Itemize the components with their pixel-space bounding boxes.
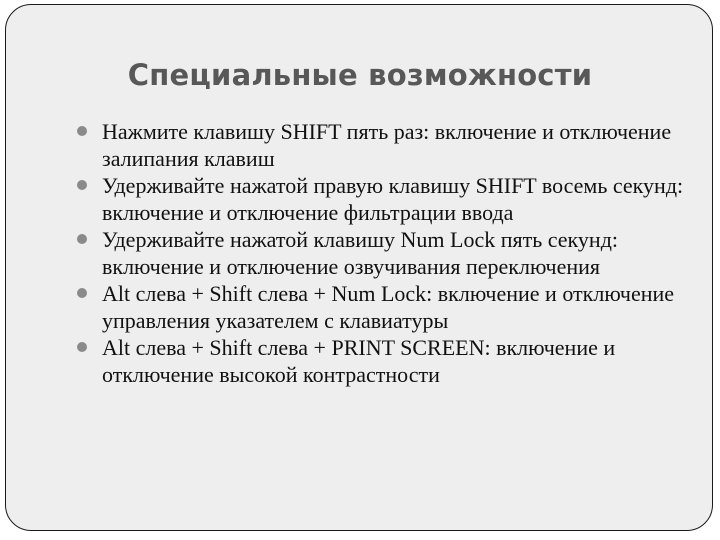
- circle-bullet-icon: [77, 288, 87, 298]
- circle-bullet-icon: [77, 180, 87, 190]
- bullet-text: Удерживайте нажатой правую клавишу SHIFT восемь секунд: включение и отключение фильтрации ввода: [102, 173, 684, 225]
- slide-title: Специальные возможности: [127, 58, 593, 92]
- bullet-text: Alt слева + Shift слева + PRINT SCREEN: включение и отключение высокой контрастности: [102, 335, 616, 387]
- circle-bullet-icon: [77, 342, 87, 352]
- bullet-list: [76, 118, 696, 388]
- bullet-item: [76, 334, 696, 388]
- bullet-item: [76, 172, 696, 226]
- circle-bullet-icon: [77, 126, 87, 136]
- circle-bullet-icon: [77, 234, 87, 244]
- bullet-text: Нажмите клавишу SHIFT пять раз: включение и отключение залипания клавиш: [102, 119, 672, 171]
- bullet-item: [76, 280, 696, 334]
- bullet-item: [76, 118, 696, 172]
- bullet-text: Удерживайте нажатой клавишу Num Lock пять секунд: включение и отключение озвучивания переключения: [102, 227, 619, 279]
- bullet-text: Alt слева + Shift слева + Num Lock: включение и отключение управления указателем с клавиатуры: [102, 281, 675, 333]
- bullet-item: [76, 226, 696, 280]
